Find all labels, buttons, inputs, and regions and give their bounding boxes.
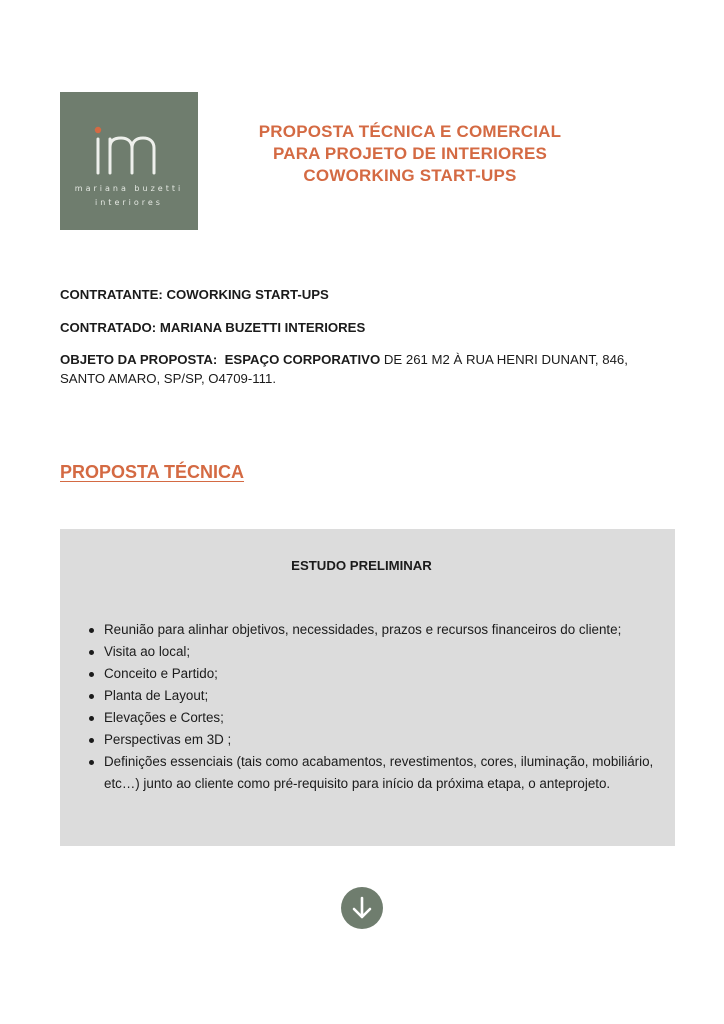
objeto-bold: ESPAÇO CORPORATIVO [224, 352, 381, 367]
im-monogram-icon [60, 92, 198, 230]
contratado-text: CONTRATADO: MARIANA BUZETTI INTERIORES [60, 320, 366, 335]
logo [60, 92, 198, 230]
list-item: Conceito e Partido; [86, 663, 666, 685]
list-item: Planta de Layout; [86, 685, 666, 707]
preliminary-study-box [60, 529, 675, 846]
objeto-field [60, 350, 670, 388]
section-heading: PROPOSTA TÉCNICA [60, 462, 245, 482]
box-title: ESTUDO PRELIMINAR [291, 558, 432, 573]
document-title: PROPOSTA TÉCNICA E COMERCIAL PARA PROJETO DE INTERIORES COWORKING START-UPS [258, 122, 562, 185]
contratado-field [60, 318, 365, 337]
study-items-list [86, 619, 666, 795]
logo-text-line1: mariana buzetti [74, 184, 184, 193]
arrow-down-icon [341, 887, 383, 929]
list-item: Perspectivas em 3D ; [86, 729, 666, 751]
list-item: Reunião para alinhar objetivos, necessidades, prazos e recursos financeiros do cliente; [86, 619, 666, 641]
list-item: Definições essenciais (tais como acabamentos, revestimentos, cores, iluminação, mobiliário, etc…) junto ao cliente como pré-requisito para início da próxima etapa, o anteprojeto. [86, 751, 666, 795]
scroll-down-button[interactable] [341, 887, 383, 929]
contratante-text: CONTRATANTE: COWORKING START-UPS [60, 287, 329, 302]
objeto-label: OBJETO DA PROPOSTA: [60, 352, 218, 367]
list-item: Visita ao local; [86, 641, 666, 663]
objeto-rest: DE 261 M2 À RUA HENRI DUNANT, 846, SANTO AMARO, SP/SP, O4709-111. [60, 352, 628, 386]
list-item: Elevações e Cortes; [86, 707, 666, 729]
logo-text-line2: interiores [95, 198, 163, 207]
contratante-field [60, 285, 329, 304]
